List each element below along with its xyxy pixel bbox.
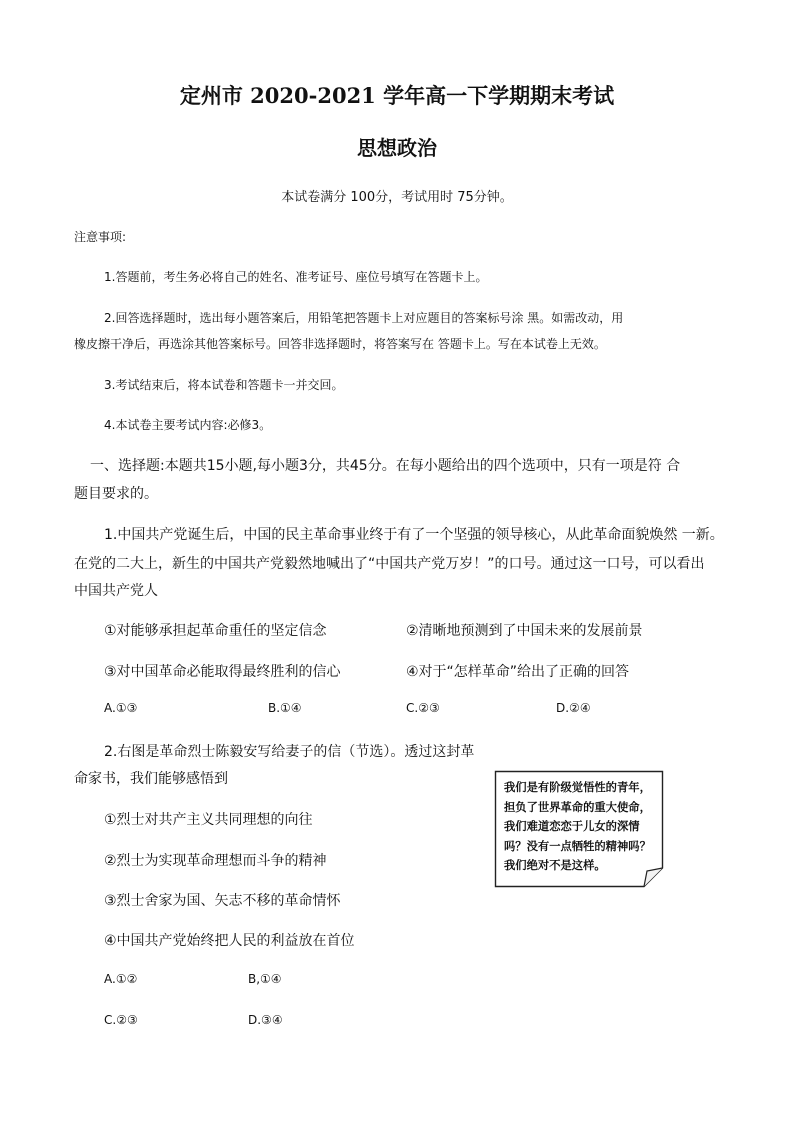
question-1-stem-line-1: 1.中国共产党诞生后，中国的民主革命事业终于有了一个坚强的领导核心，从此革命面貌焕然 一新。	[104, 527, 724, 543]
question-2-option-4: ④中国共产党始终把人民的利益放在首位	[104, 933, 355, 949]
letter-line-1: 我们是有阶级觉悟性的青年，	[504, 781, 651, 794]
question-2-answer-c: C.②③	[104, 1013, 138, 1027]
exam-title: 定州市 2020-2021 学年高一下学期期末考试	[179, 83, 615, 108]
question-2-option-2: ②烈士为实现革命理想而斗争的精神	[104, 853, 327, 869]
notice-heading: 注意事项:	[74, 230, 127, 244]
notice-item-3: 3.考试结束后，将本试卷和答题卡一并交回。	[104, 378, 344, 392]
question-1-answer-b: B.①④	[268, 701, 302, 715]
question-1-stem-line-2: 在党的二大上，新生的中国共产党毅然地喊出了“中国共产党万岁！”的口号。通过这一口号，可以看出	[74, 556, 705, 572]
question-1-option-3: ③对中国革命必能取得最终胜利的信心	[104, 664, 341, 680]
question-2-answer-b: B,①④	[248, 972, 282, 986]
subject-title: 思想政治	[357, 136, 437, 160]
notice-item-2-line-2: 橡皮擦干净后，再选涂其他答案标号。回答非选择题时，将答案写在 答题卡上。写在本试卷上无效。	[74, 337, 606, 351]
question-1-answer-a: A.①③	[104, 701, 138, 715]
notice-item-1: 1.答题前，考生务必将自己的姓名、准考证号、座位号填写在答题卡上。	[104, 270, 488, 284]
letter-line-5: 我们绝对不是这样。	[504, 859, 606, 873]
question-2-stem-line-2: 命家书，我们能够感悟到	[74, 771, 228, 787]
letter-excerpt-figure	[494, 770, 664, 888]
notice-item-4: 4.本试卷主要考试内容:必修3。	[104, 418, 272, 432]
question-2-stem-line-1: 2.右图是革命烈士陈毅安写给妻子的信（节选）。透过这封革	[104, 744, 475, 760]
notice-item-2-line-1: 2.回答选择题时，选出每小题答案后，用铅笔把答题卡上对应题目的答案标号涂 黑。如需改动，用	[104, 311, 624, 325]
letter-line-4: 吗？没有一点牺牲的精神吗？	[504, 839, 651, 853]
question-1-option-1: ①对能够承担起革命重任的坚定信念	[104, 623, 327, 639]
question-2-answer-d: D.③④	[248, 1013, 283, 1027]
question-2-answer-a: A.①②	[104, 972, 138, 986]
exam-info: 本试卷满分 100分，考试用时 75分钟。	[281, 190, 513, 205]
section-heading-line-2: 题目要求的。	[74, 486, 158, 502]
section-heading-line-1: 一、选择题:本题共15小题,每小题3分，共45分。在每小题给出的四个选项中，只有一项是符 合	[90, 458, 681, 474]
question-2-option-3: ③烈士舍家为国、矢志不移的革命情怀	[104, 893, 341, 909]
question-1-option-2: ②清晰地预测到了中国未来的发展前景	[406, 623, 643, 639]
letter-line-2: 担负了世界革命的重大使命，	[504, 800, 651, 814]
question-1-stem-line-3: 中国共产党人	[74, 583, 158, 599]
letter-line-3: 我们难道恋恋于儿女的深情	[504, 820, 640, 834]
question-1-answer-d: D.②④	[556, 701, 591, 715]
question-1-answer-c: C.②③	[406, 701, 440, 715]
question-2-option-1: ①烈士对共产主义共同理想的向往	[104, 812, 313, 828]
question-1-option-4: ④对于“怎样革命”给出了正确的回答	[406, 664, 630, 680]
